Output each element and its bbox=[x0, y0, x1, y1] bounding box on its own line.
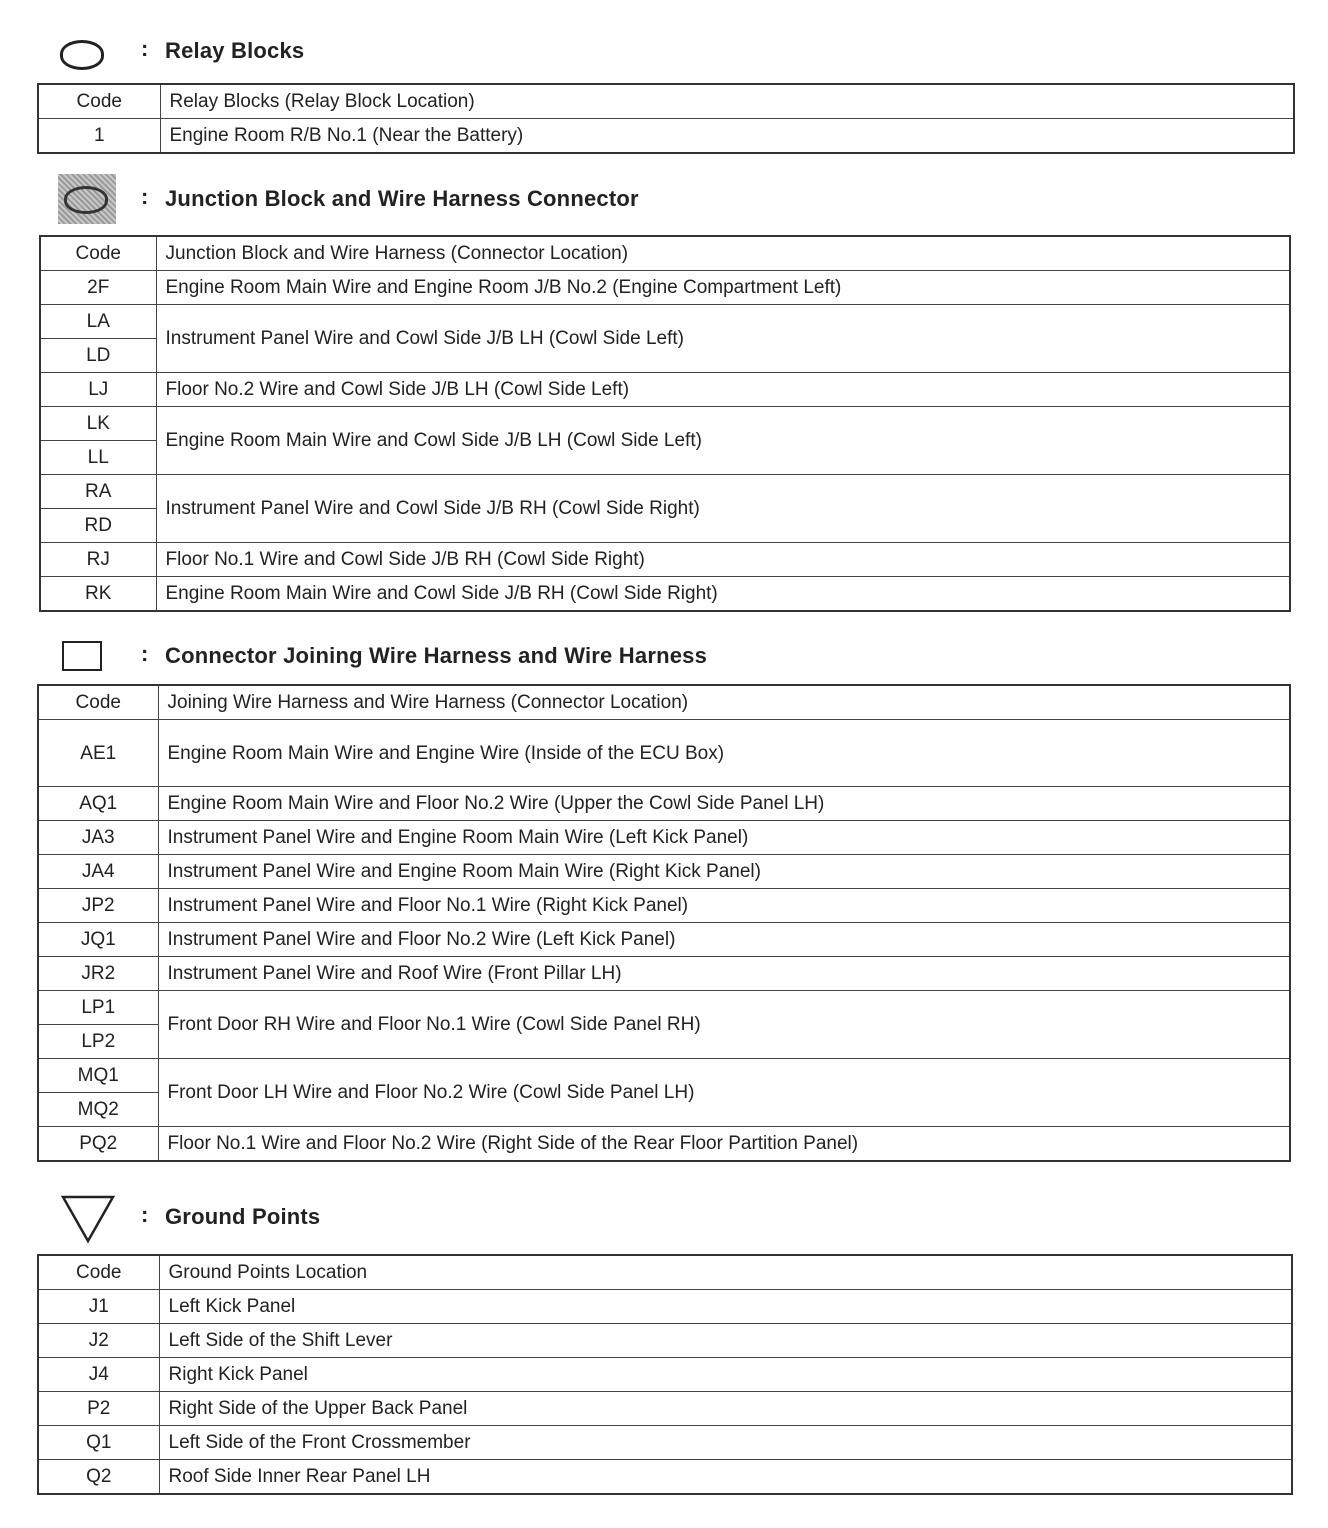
table-row bbox=[38, 119, 1294, 154]
table-row bbox=[38, 1059, 1290, 1093]
code-cell: JQ1 bbox=[38, 923, 158, 957]
code-cell: RK bbox=[40, 577, 156, 612]
table-header-row bbox=[38, 685, 1290, 720]
code-cell: MQ2 bbox=[38, 1093, 158, 1127]
table-row bbox=[38, 1127, 1290, 1162]
table-row bbox=[38, 855, 1290, 889]
table-row bbox=[40, 577, 1290, 612]
location-header: Joining Wire Harness and Wire Harness (Connector Location) bbox=[158, 685, 1290, 720]
table-row bbox=[40, 271, 1290, 305]
code-header: Code bbox=[40, 236, 156, 271]
code-cell: J1 bbox=[38, 1290, 159, 1324]
location-cell: Engine Room Main Wire and Cowl Side J/B LH (Cowl Side Left) bbox=[156, 407, 1290, 475]
table-row bbox=[40, 407, 1290, 441]
ground-points-title: Ground Points bbox=[165, 1204, 321, 1229]
junction-block-heading: : Junction Block and Wire Harness Connector bbox=[0, 174, 1328, 224]
location-cell: Floor No.1 Wire and Floor No.2 Wire (Right Side of the Rear Floor Partition Panel) bbox=[158, 1127, 1290, 1162]
connector-heading: : Connector Joining Wire Harness and Wire Harness bbox=[0, 631, 1328, 681]
location-cell: Front Door RH Wire and Floor No.1 Wire (Cowl Side Panel RH) bbox=[158, 991, 1290, 1059]
code-cell: Q1 bbox=[38, 1426, 159, 1460]
code-cell: PQ2 bbox=[38, 1127, 158, 1162]
code-cell: JA4 bbox=[38, 855, 158, 889]
location-header: Relay Blocks (Relay Block Location) bbox=[160, 84, 1294, 119]
table-row bbox=[38, 787, 1290, 821]
table-header-row bbox=[40, 236, 1290, 271]
table-row bbox=[38, 1392, 1292, 1426]
code-header: Code bbox=[38, 84, 160, 119]
connector-rectangle-icon bbox=[62, 641, 102, 671]
code-cell: LP2 bbox=[38, 1025, 158, 1059]
ground-points-heading: : Ground Points bbox=[0, 1192, 1328, 1242]
ground-point-triangle-icon bbox=[60, 1194, 116, 1244]
table-row bbox=[38, 821, 1290, 855]
code-cell: LJ bbox=[40, 373, 156, 407]
location-cell: Engine Room Main Wire and Floor No.2 Wire (Upper the Cowl Side Panel LH) bbox=[158, 787, 1290, 821]
relay-blocks-table bbox=[37, 83, 1295, 154]
location-cell: Engine Room Main Wire and Engine Room J/B No.2 (Engine Compartment Left) bbox=[156, 271, 1290, 305]
table-header-row bbox=[38, 1255, 1292, 1290]
table-row bbox=[38, 923, 1290, 957]
location-header: Ground Points Location bbox=[159, 1255, 1292, 1290]
code-cell: AQ1 bbox=[38, 787, 158, 821]
code-cell: JP2 bbox=[38, 889, 158, 923]
junction-block-table bbox=[39, 235, 1291, 612]
code-header: Code bbox=[38, 1255, 159, 1290]
code-cell: LP1 bbox=[38, 991, 158, 1025]
table-row bbox=[38, 957, 1290, 991]
code-cell: Q2 bbox=[38, 1460, 159, 1495]
code-header: Code bbox=[38, 685, 158, 720]
code-cell: RD bbox=[40, 509, 156, 543]
table-row bbox=[38, 1358, 1292, 1392]
relay-block-oval-icon bbox=[60, 40, 104, 70]
code-cell: RA bbox=[40, 475, 156, 509]
code-cell: JR2 bbox=[38, 957, 158, 991]
location-cell: Left Kick Panel bbox=[159, 1290, 1292, 1324]
code-cell: MQ1 bbox=[38, 1059, 158, 1093]
location-cell: Engine Room Main Wire and Cowl Side J/B RH (Cowl Side Right) bbox=[156, 577, 1290, 612]
table-row bbox=[38, 991, 1290, 1025]
table-row bbox=[38, 1290, 1292, 1324]
code-cell: J2 bbox=[38, 1324, 159, 1358]
location-cell: Left Side of the Front Crossmember bbox=[159, 1426, 1292, 1460]
location-cell: Instrument Panel Wire and Cowl Side J/B LH (Cowl Side Left) bbox=[156, 305, 1290, 373]
table-header-row bbox=[38, 84, 1294, 119]
table-row bbox=[38, 720, 1290, 787]
location-cell: Engine Room Main Wire and Engine Wire (Inside of the ECU Box) bbox=[158, 720, 1290, 787]
location-cell: Instrument Panel Wire and Floor No.2 Wire (Left Kick Panel) bbox=[158, 923, 1290, 957]
location-cell: Floor No.2 Wire and Cowl Side J/B LH (Cowl Side Left) bbox=[156, 373, 1290, 407]
location-header: Junction Block and Wire Harness (Connector Location) bbox=[156, 236, 1290, 271]
relay-blocks-heading: : Relay Blocks bbox=[0, 26, 1328, 76]
table-row bbox=[40, 373, 1290, 407]
table-row bbox=[38, 889, 1290, 923]
location-cell: Instrument Panel Wire and Floor No.1 Wire (Right Kick Panel) bbox=[158, 889, 1290, 923]
table-row bbox=[40, 543, 1290, 577]
location-cell: Instrument Panel Wire and Engine Room Main Wire (Left Kick Panel) bbox=[158, 821, 1290, 855]
location-cell: Instrument Panel Wire and Roof Wire (Front Pillar LH) bbox=[158, 957, 1290, 991]
location-cell: Roof Side Inner Rear Panel LH bbox=[159, 1460, 1292, 1495]
code-cell: 2F bbox=[40, 271, 156, 305]
location-cell: Right Side of the Upper Back Panel bbox=[159, 1392, 1292, 1426]
location-cell: Front Door LH Wire and Floor No.2 Wire (Cowl Side Panel LH) bbox=[158, 1059, 1290, 1127]
table-row bbox=[38, 1460, 1292, 1495]
location-cell: Engine Room R/B No.1 (Near the Battery) bbox=[160, 119, 1294, 154]
junction-block-shaded-oval-icon bbox=[58, 174, 116, 224]
junction-block-title: Junction Block and Wire Harness Connector bbox=[165, 186, 639, 211]
relay-blocks-title: Relay Blocks bbox=[165, 38, 305, 63]
table-row bbox=[38, 1324, 1292, 1358]
table-row bbox=[40, 475, 1290, 509]
location-cell: Instrument Panel Wire and Engine Room Main Wire (Right Kick Panel) bbox=[158, 855, 1290, 889]
location-cell: Instrument Panel Wire and Cowl Side J/B RH (Cowl Side Right) bbox=[156, 475, 1290, 543]
connector-title: Connector Joining Wire Harness and Wire Harness bbox=[165, 643, 708, 668]
location-cell: Right Kick Panel bbox=[159, 1358, 1292, 1392]
location-cell: Floor No.1 Wire and Cowl Side J/B RH (Cowl Side Right) bbox=[156, 543, 1290, 577]
table-row bbox=[38, 1426, 1292, 1460]
code-cell: LD bbox=[40, 339, 156, 373]
code-cell: P2 bbox=[38, 1392, 159, 1426]
code-cell: AE1 bbox=[38, 720, 158, 787]
ground-points-table bbox=[37, 1254, 1293, 1495]
code-cell: 1 bbox=[38, 119, 160, 154]
code-cell: J4 bbox=[38, 1358, 159, 1392]
code-cell: LK bbox=[40, 407, 156, 441]
location-cell: Left Side of the Shift Lever bbox=[159, 1324, 1292, 1358]
code-cell: LA bbox=[40, 305, 156, 339]
code-cell: RJ bbox=[40, 543, 156, 577]
table-row bbox=[40, 305, 1290, 339]
code-cell: JA3 bbox=[38, 821, 158, 855]
code-cell: LL bbox=[40, 441, 156, 475]
connector-table bbox=[37, 684, 1291, 1162]
